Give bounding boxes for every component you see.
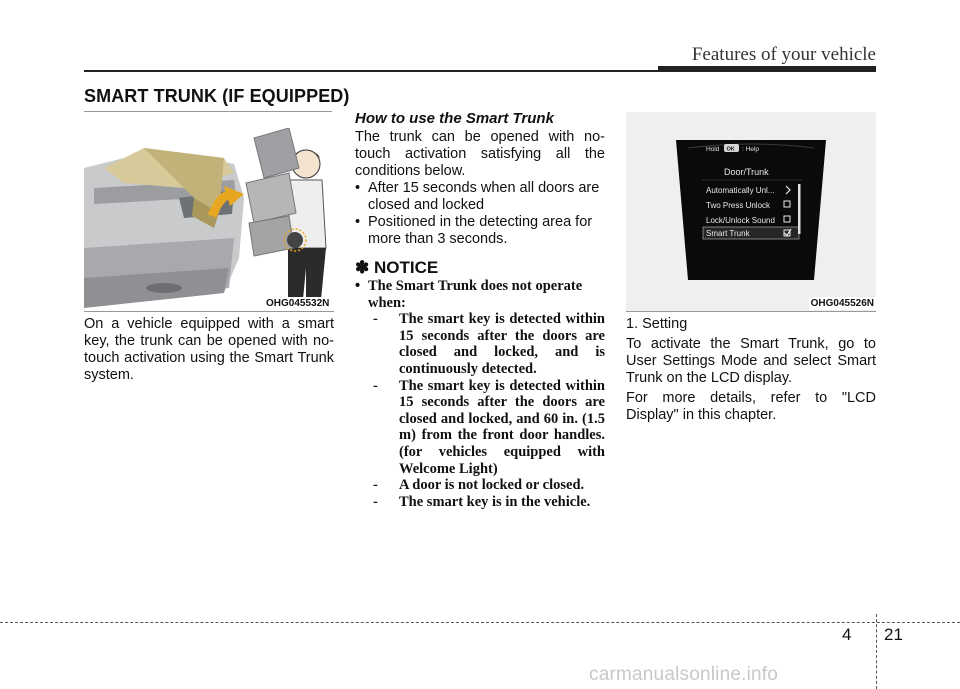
col1-paragraph: On a vehicle equipped with a smart key, the trunk can be opened with no-touch activation using the Smart Trunk system. [84, 316, 334, 383]
footer-rule [0, 622, 960, 623]
figure1-code: OHG045532N [266, 298, 330, 309]
lcd-display-figure [626, 112, 876, 312]
hint-key: OK [726, 146, 735, 153]
step-heading: 1. Setting [626, 316, 688, 332]
column-setting [626, 316, 876, 427]
notice-list [355, 278, 605, 510]
reference-paragraph: For more details, refer to "LCD Display" in this chapter. [626, 390, 876, 423]
list-item: - The smart key is detected within 15 seconds after the doors are closed and locked, and is continuously detected. [368, 311, 605, 377]
figure1-rule [84, 311, 334, 312]
header-title: Features of your vehicle [691, 44, 876, 65]
hint-suffix: : Help [742, 146, 759, 153]
header-accent-bar [658, 66, 876, 72]
list-item: • Positioned in the detecting area for more than 3 seconds. [355, 214, 605, 248]
menu-item-selected: Smart Trunk [706, 229, 750, 238]
list-item: - The smart key is in the vehicle. [368, 494, 605, 511]
page-number: 21 [884, 625, 903, 644]
smart-trunk-illustration [84, 128, 334, 312]
hint-prefix: Hold [706, 146, 720, 153]
notice-sub-list [368, 311, 605, 510]
notice-bullet-text: The Smart Trunk does not operate when: [368, 278, 583, 311]
section-title-rule [84, 111, 332, 112]
list-item: • After 15 seconds when all doors are closed and locked [355, 180, 605, 214]
menu-title: Door/Trunk [724, 167, 769, 177]
watermark: carmanualsonline.info [589, 664, 779, 685]
column-how-to-use [355, 110, 605, 510]
subhead: How to use the Smart Trunk [355, 110, 554, 127]
lcd-screen [626, 112, 876, 312]
menu-item: Lock/Unlock Sound [706, 216, 775, 225]
notice-title: ✽ NOTICE [355, 258, 439, 277]
scrollbar [798, 184, 801, 234]
page-divider [876, 614, 877, 689]
menu-item: Automatically Unl... [706, 186, 775, 195]
list-item: - A door is not locked or closed. [368, 477, 605, 494]
intro-paragraph: The trunk can be opened with no-touch activation satisfying all the conditions below. [355, 129, 605, 179]
figure2-rule [626, 311, 876, 312]
figure2-code: OHG045526N [810, 298, 874, 309]
conditions-list [355, 180, 605, 248]
menu-item: Two Press Unlock [706, 201, 771, 210]
chapter-number: 4 [842, 625, 852, 644]
section-title: SMART TRUNK (IF EQUIPPED) [84, 86, 350, 106]
setting-paragraph: To activate the Smart Trunk, go to User Settings Mode and select Smart Trunk on the LCD display. [626, 336, 876, 386]
notice-bullet [355, 278, 605, 510]
list-item: - The smart key is detected within 15 seconds after the doors are closed and locked, and 60 in. (1.5 m) from the front door handles. (for vehicles equipped with Welcome Light) [368, 378, 605, 478]
